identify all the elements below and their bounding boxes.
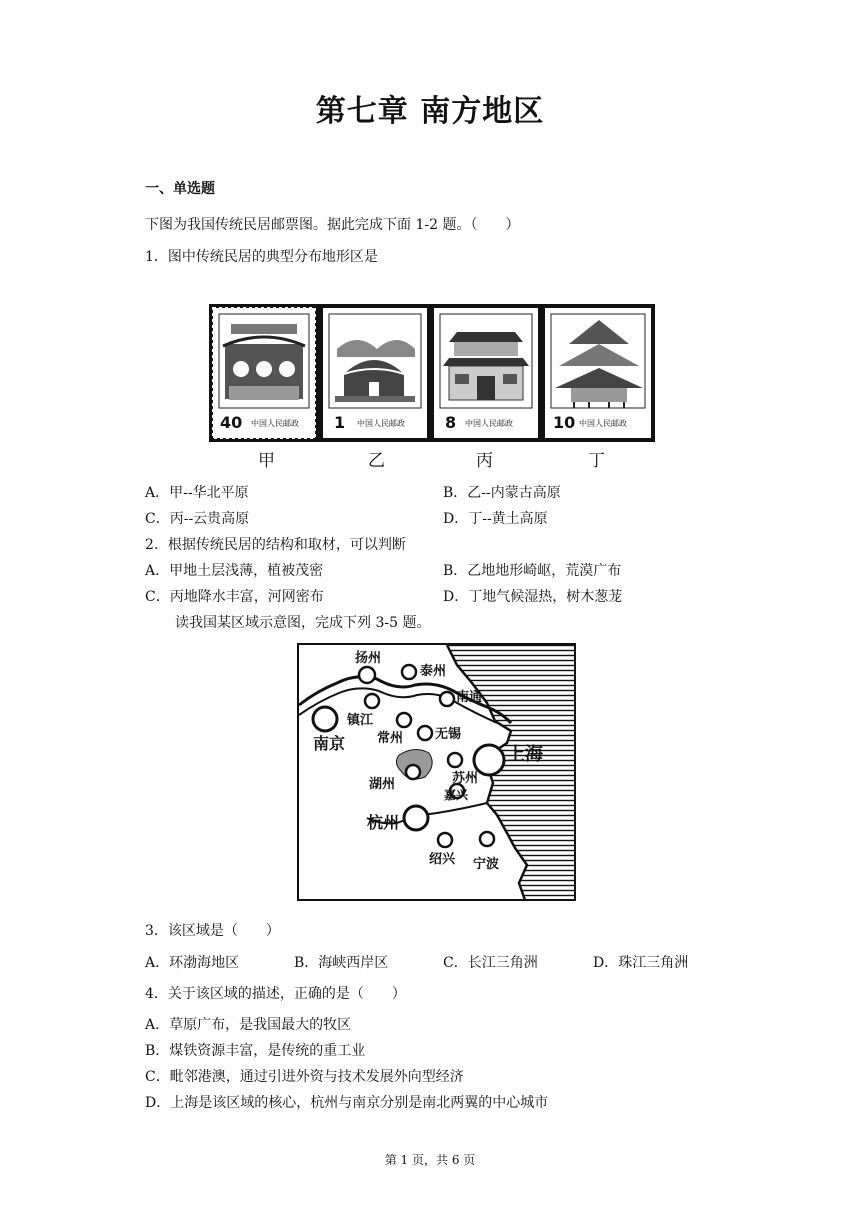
q3-option-b: B．海峡西岸区	[294, 955, 389, 971]
question-3-stem: 3．该区域是（ ）	[145, 923, 280, 939]
question-1-stem: 1．图中传统民居的典型分布地形区是	[145, 249, 378, 265]
stamps-figure	[209, 304, 655, 442]
stamp-label-ding: 丁	[588, 451, 605, 471]
stamp-value-jia: 40	[220, 413, 243, 432]
region-map	[297, 643, 576, 901]
stamp-label-jia: 甲	[258, 451, 275, 471]
city-label: 南京	[313, 734, 346, 753]
city-label: 杭州	[367, 813, 400, 832]
q4-option-c: C．毗邻港澳，通过引进外资与技术发展外向型经济	[145, 1069, 464, 1085]
q2-option-d: D．丁地气候湿热，树木葱茏	[443, 589, 623, 605]
question-2-stem: 2．根据传统民居的结构和取材，可以判断	[145, 537, 406, 553]
intro-text-2: 读我国某区域示意图，完成下列 3-5 题。	[175, 615, 431, 631]
city-label: 上海	[507, 744, 543, 765]
stamp-caption-ding: 中国人民邮政	[579, 419, 627, 428]
stamp-bing	[434, 308, 538, 438]
city-label: 绍兴	[429, 852, 456, 867]
q1-option-b: B．乙--内蒙古高原	[443, 485, 561, 501]
question-4-stem: 4．关于该区域的描述，正确的是（ ）	[145, 986, 406, 1002]
stamp-value-ding: 10	[553, 413, 576, 432]
stamp-value-yi: 1	[334, 413, 346, 432]
q3-option-c: C．长江三角洲	[443, 955, 538, 971]
city-label: 苏州	[452, 771, 479, 786]
stamp-yi	[323, 308, 427, 438]
q2-option-c: C．丙地降水丰富，河网密布	[145, 589, 324, 605]
q1-option-a: A．甲--华北平原	[145, 485, 249, 501]
q1-option-c: C．丙--云贵高原	[145, 511, 250, 527]
city-label: 泰州	[420, 664, 447, 679]
city-label: 常州	[377, 731, 404, 746]
q4-option-a: A．草原广布，是我国最大的牧区	[145, 1017, 352, 1033]
q2-option-a: A．甲地土层浅薄，植被茂密	[145, 563, 324, 579]
stamp-label-yi: 乙	[368, 451, 385, 471]
stamp-value-bing: 8	[445, 413, 457, 432]
intro-text-1: 下图为我国传统民居邮票图。据此完成下面 1-2 题。（ ）	[145, 217, 520, 233]
city-label: 宁波	[473, 857, 500, 872]
page-footer: 第 1 页，共 6 页	[384, 1153, 476, 1167]
page-title: 第七章 南方地区	[315, 94, 545, 129]
q1-option-d: D．丁--黄土高原	[443, 511, 548, 527]
city-label: 南通	[456, 690, 483, 705]
q4-option-d: D．上海是该区域的核心，杭州与南京分别是南北两翼的中心城市	[145, 1095, 549, 1111]
city-label: 湖州	[369, 777, 396, 792]
stamp-ding	[545, 308, 651, 438]
stamp-caption-bing: 中国人民邮政	[465, 419, 513, 428]
city-label: 镇江	[347, 713, 374, 728]
q4-option-b: B．煤铁资源丰富，是传统的重工业	[145, 1043, 366, 1059]
q3-option-a: A．环渤海地区	[145, 955, 240, 971]
city-label: 无锡	[435, 727, 462, 742]
q2-option-b: B．乙地地形崎岖，荒漠广布	[443, 563, 622, 579]
city-label: 嘉兴	[444, 788, 469, 802]
stamp-label-bing: 丙	[476, 451, 493, 471]
q3-option-d: D．珠江三角洲	[593, 955, 689, 971]
city-label: 扬州	[355, 651, 382, 666]
section-heading: 一、单选题	[145, 181, 215, 197]
stamp-caption-yi: 中国人民邮政	[357, 419, 405, 428]
stamp-jia	[213, 308, 315, 438]
stamp-caption-jia: 中国人民邮政	[251, 419, 299, 428]
